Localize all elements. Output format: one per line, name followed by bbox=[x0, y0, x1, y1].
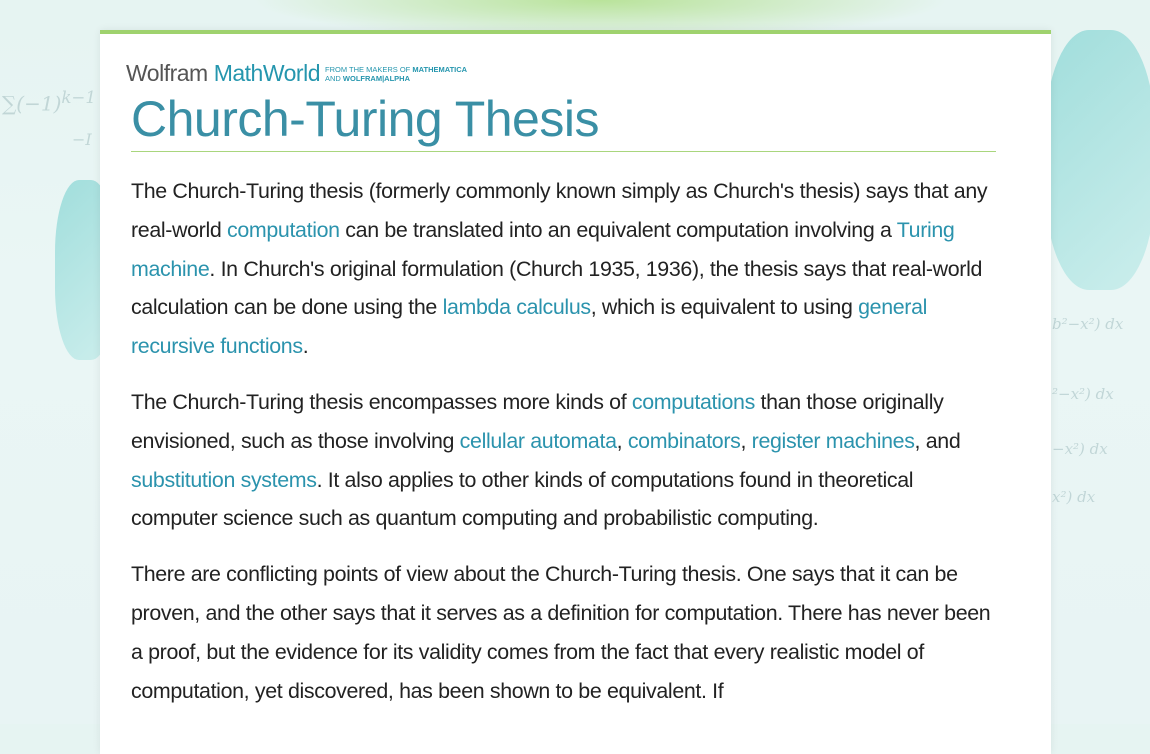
paragraph-text: can be translated into an equivalent computation involving a bbox=[339, 217, 897, 242]
background-formula: −x²) dx bbox=[1052, 440, 1108, 458]
link-cellular-automata[interactable]: cellular automata bbox=[459, 428, 617, 453]
tagline-text: FROM THE MAKERS OF bbox=[324, 64, 411, 74]
link-lambda-calculus[interactable]: lambda calculus bbox=[442, 295, 591, 320]
paragraph-text: , bbox=[740, 428, 752, 453]
paragraph-text: . It also applies to other kinds of computations found in theoretical computer science such as quantum computing and probabilistic computing. bbox=[131, 467, 914, 531]
paragraph-text: . In Church's original formulation (Church 1935, 1936), the thesis says that real-world calculation can be done using the bbox=[131, 256, 983, 320]
paragraph-text: The Church-Turing thesis (formerly commonly known simply as Church's thesis) says that any real-world bbox=[131, 179, 988, 242]
paragraph-text: The Church-Turing thesis encompasses more kinds of bbox=[131, 389, 632, 414]
paragraph-text: , bbox=[616, 428, 628, 453]
background-formula: ²−x²) dx bbox=[1052, 385, 1114, 403]
article-paragraph bbox=[131, 383, 997, 538]
background-formula: $\sum(-1)^{k-1}$ bbox=[2, 88, 97, 116]
logo-wolfram: Wolfram bbox=[126, 60, 208, 86]
background-formula: x²) dx bbox=[1052, 488, 1096, 506]
link-computations[interactable]: computations bbox=[631, 389, 755, 414]
mathworld-logo[interactable] bbox=[126, 60, 467, 87]
article-card bbox=[100, 30, 1051, 754]
paragraph-text: , and bbox=[914, 428, 961, 453]
title-divider bbox=[131, 151, 996, 152]
logo-tagline bbox=[325, 65, 467, 83]
paragraph-text: . bbox=[302, 334, 309, 359]
link-turing-machine[interactable]: Turing machine bbox=[131, 217, 955, 281]
article-paragraph bbox=[131, 555, 997, 710]
article-body bbox=[131, 172, 997, 727]
link-register-machines[interactable]: register machines bbox=[751, 428, 915, 453]
tagline-text: AND bbox=[324, 73, 341, 83]
paragraph-text: , which is equivalent to using bbox=[590, 295, 859, 320]
paragraph-text: There are conflicting points of view about the Church-Turing thesis. One says that it can be proven, and the other says that it serves as a definition for computation. There has never been a proof, but the evidence for its validity comes from the fact that every realistic model of computation, yet discovered, has been shown to be equivalent. If bbox=[131, 562, 991, 703]
background-shape bbox=[1045, 30, 1150, 290]
article-paragraph bbox=[131, 172, 997, 366]
link-combinators[interactable]: combinators bbox=[627, 428, 741, 453]
tagline-wolframalpha: WOLFRAM|ALPHA bbox=[342, 73, 411, 83]
background-formula: −I bbox=[72, 130, 92, 149]
link-general-recursive-functions[interactable]: general recursive functions bbox=[131, 295, 928, 359]
link-substitution-systems[interactable]: substitution systems bbox=[131, 467, 317, 492]
paragraph-text: than those originally envisioned, such as those involving bbox=[131, 389, 944, 453]
background-formula: b²−x²) dx bbox=[1052, 315, 1124, 333]
tagline-mathematica: MATHEMATICA bbox=[412, 64, 468, 74]
logo-mathworld: MathWorld bbox=[213, 60, 320, 86]
page-title: Church-Turing Thesis bbox=[131, 91, 599, 147]
link-computation[interactable]: computation bbox=[227, 217, 340, 242]
